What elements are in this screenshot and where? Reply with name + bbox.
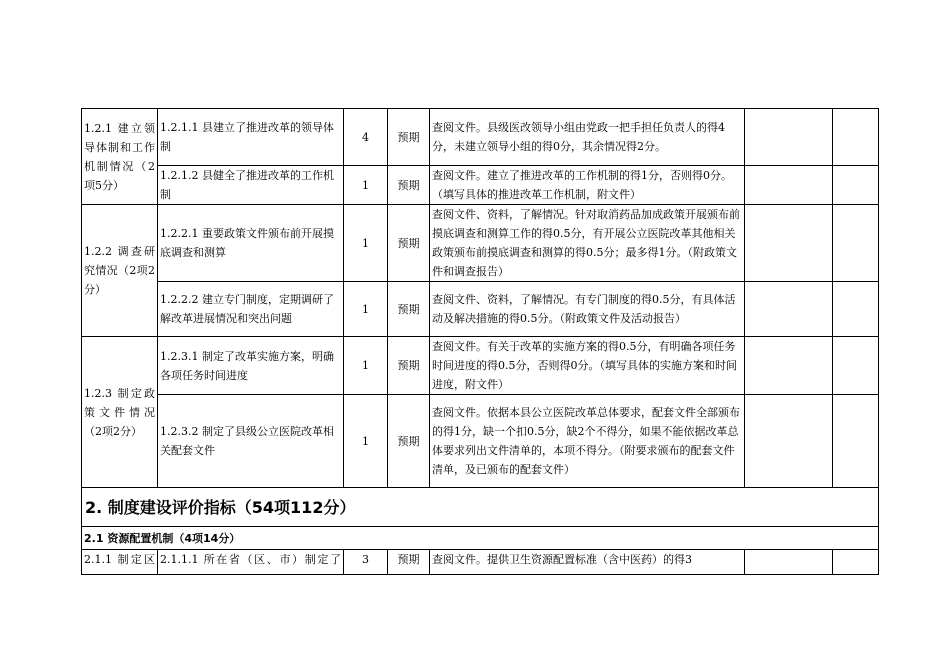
empty-cell — [833, 282, 879, 337]
section-heading-row — [82, 488, 879, 527]
item-cell: 1.2.2.1 重要政策文件颁布前开展摸底调查和测算 — [158, 205, 344, 282]
item-cell: 1.2.1.2 县健全了推进改革的工作机制 — [158, 166, 344, 205]
type-cell: 预期 — [388, 109, 430, 166]
type-cell: 预期 — [388, 166, 430, 205]
type-cell: 预期 — [388, 550, 430, 575]
table-row — [82, 109, 879, 166]
subsection-heading: 2.1 资源配置机制（4项14分） — [82, 527, 879, 550]
score-cell: 4 — [344, 109, 388, 166]
type-cell: 预期 — [388, 205, 430, 282]
score-cell: 1 — [344, 166, 388, 205]
table-row — [82, 282, 879, 337]
empty-cell — [833, 550, 879, 575]
subsection-heading-row — [82, 527, 879, 550]
item-cell: 1.2.1.1 县建立了推进改革的领导体制 — [158, 109, 344, 166]
evaluation-table — [81, 108, 879, 575]
item-cell: 1.2.3.1 制定了改革实施方案，明确各项任务时间进度 — [158, 337, 344, 395]
empty-cell — [833, 395, 879, 488]
table-row — [82, 337, 879, 395]
level1-indicator-cell: 1.2.1 建立领导体制和工作机制情况（2项5分） — [82, 109, 158, 205]
empty-cell — [745, 550, 833, 575]
type-cell: 预期 — [388, 337, 430, 395]
section-heading: 2. 制度建设评价指标（54项112分） — [82, 488, 879, 527]
score-cell: 1 — [344, 205, 388, 282]
table-row — [82, 205, 879, 282]
level1-indicator-cell: 1.2.2 调查研究情况（2项2分） — [82, 205, 158, 337]
evaluation-table-page — [81, 108, 878, 575]
empty-cell — [833, 109, 879, 166]
score-cell: 1 — [344, 395, 388, 488]
method-cell: 查阅文件。有关于改革的实施方案的得0.5分，有明确各项任务时间进度的得0.5分，否则得0分。（填写具体的实施方案和时间进度，附文件） — [430, 337, 745, 395]
empty-cell — [833, 166, 879, 205]
item-cell: 1.2.2.2 建立专门制度，定期调研了解改革进展情况和突出问题 — [158, 282, 344, 337]
empty-cell — [745, 109, 833, 166]
method-cell: 查阅文件。依据本县公立医院改革总体要求，配套文件全部颁布的得1分，缺一个扣0.5分，缺2个不得分，如果不能依据改革总体要求列出文件清单的，本项不得分。（附要求颁布的配套文件清单，及已颁布的配套文件） — [430, 395, 745, 488]
method-cell: 查阅文件。建立了推进改革的工作机制的得1分，否则得0分。（填写具体的推进改革工作机制，附文件） — [430, 166, 745, 205]
table-row — [82, 166, 879, 205]
level1-indicator-cell: 1.2.3 制定政策文件情况（2项2分） — [82, 337, 158, 488]
method-cell: 查阅文件。提供卫生资源配置标准（含中医药）的得3 — [430, 550, 745, 575]
type-cell: 预期 — [388, 395, 430, 488]
score-cell: 3 — [344, 550, 388, 575]
table-row — [82, 395, 879, 488]
empty-cell — [745, 337, 833, 395]
empty-cell — [745, 395, 833, 488]
table-row — [82, 550, 879, 575]
empty-cell — [745, 166, 833, 205]
empty-cell — [833, 205, 879, 282]
empty-cell — [745, 205, 833, 282]
empty-cell — [745, 282, 833, 337]
item-cell: 2.1.1.1 所在省（区、市）制定了 — [158, 550, 344, 575]
score-cell: 1 — [344, 282, 388, 337]
item-cell: 1.2.3.2 制定了县级公立医院改革相关配套文件 — [158, 395, 344, 488]
empty-cell — [833, 337, 879, 395]
score-cell: 1 — [344, 337, 388, 395]
level1-indicator-cell: 2.1.1 制定区 — [82, 550, 158, 575]
method-cell: 查阅文件、资料，了解情况。有专门制度的得0.5分，有具体活动及解决措施的得0.5分。（附政策文件及活动报告） — [430, 282, 745, 337]
type-cell: 预期 — [388, 282, 430, 337]
method-cell: 查阅文件、资料，了解情况。针对取消药品加成政策开展颁布前摸底调查和测算工作的得0.5分，有开展公立医院改革其他相关政策颁布前摸底调查和测算的得0.5分；最多得1分。（附政策文件和调查报告） — [430, 205, 745, 282]
method-cell: 查阅文件。县级医改领导小组由党政一把手担任负责人的得4分，未建立领导小组的得0分，其余情况得2分。 — [430, 109, 745, 166]
